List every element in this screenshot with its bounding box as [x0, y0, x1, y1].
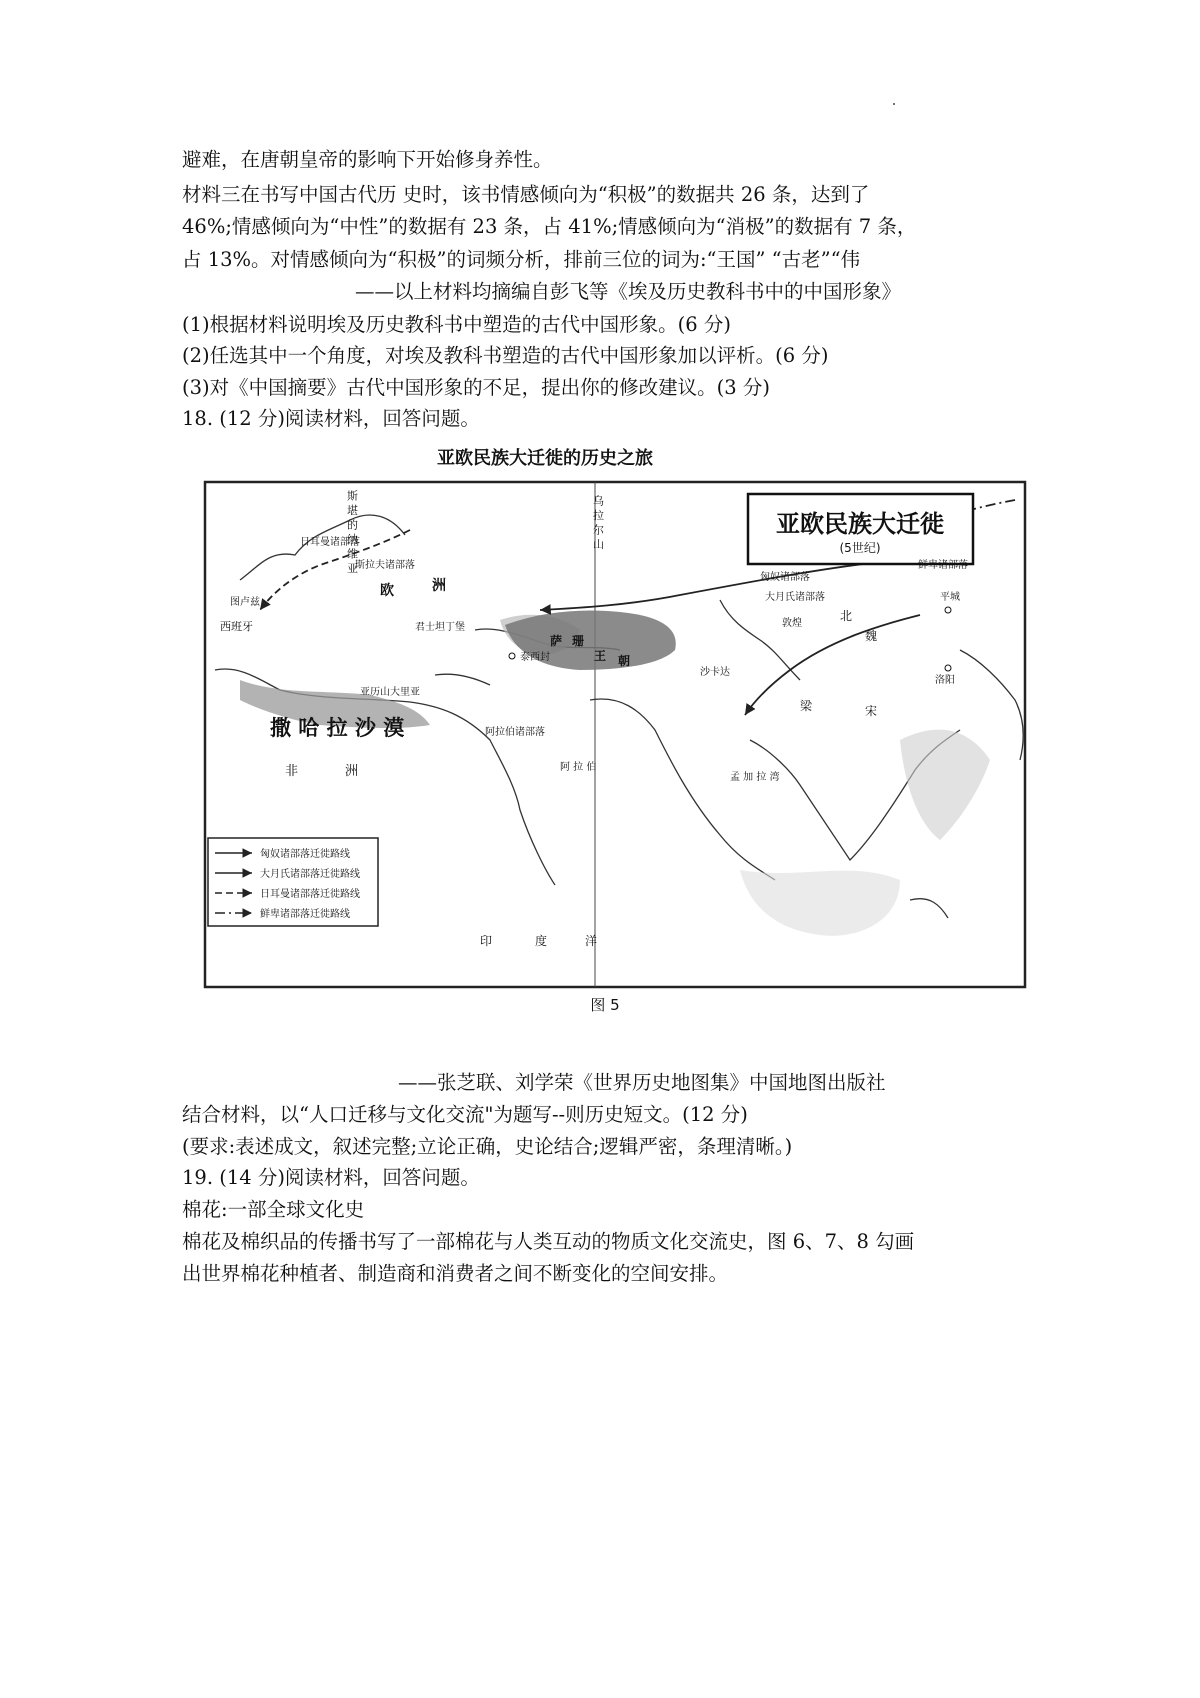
- label-arab: 阿拉伯诸部落: [485, 727, 545, 738]
- label-ocean-3: 洋: [585, 934, 598, 948]
- label-north-1: 北: [840, 609, 853, 623]
- attribution-line: ——以上材料均摘编自彭飞等《埃及历史教科书中的中国形象》: [355, 280, 902, 303]
- requirements-line: (要求:表述成文，叙述完整;立论正确，史论结合;逻辑严密，条理清晰。): [182, 1135, 793, 1158]
- label-luoyang: 洛阳: [935, 675, 955, 686]
- question-19-heading: 19. (14 分)阅读材料，回答问题。: [182, 1166, 480, 1189]
- label-europe-2: 洲: [432, 578, 446, 594]
- label-africa-1: 非: [285, 764, 299, 779]
- map-box-subtitle: (5世纪): [839, 541, 881, 555]
- label-ctesiphon: 泰西封: [520, 652, 550, 663]
- legend-item-germanic: 日耳曼诸部落迁徙路线: [260, 889, 360, 900]
- question-2: (2)任选其中一个角度，对埃及教科书塑造的古代中国形象加以评析。(6 分): [182, 344, 829, 367]
- legend-item-yuezhi: 大月氏诸部落迁徙路线: [260, 869, 360, 880]
- scan-speck: [893, 103, 895, 105]
- label-dunhuang: 敦煌: [782, 618, 802, 629]
- figure-caption: 图 5: [590, 996, 620, 1014]
- cotton-title: 棉花:一部全球文化史: [182, 1198, 365, 1221]
- text-line-4: 占 13%。对情感倾向为“积极”的词频分析，排前三位的词为:“王国” “古老”“伟: [182, 248, 861, 271]
- label-xianbei: 鲜卑诸部落: [918, 560, 968, 571]
- label-north-2: 魏: [865, 629, 878, 643]
- label-pingcheng: 平城: [940, 592, 960, 603]
- migration-map: [200, 440, 1030, 1018]
- label-sassanid-1: 萨: [550, 634, 563, 648]
- legend-item-xianbei: 鲜卑诸部落迁徙路线: [260, 909, 350, 920]
- text-line-1: 避难，在唐朝皇帝的影响下开始修身养性。: [182, 148, 553, 171]
- legend-item-huns: 匈奴诸部落迁徙路线: [260, 849, 350, 860]
- question-1: (1)根据材料说明埃及历史教科书中塑造的古代中国形象。(6 分): [182, 313, 731, 336]
- label-ural: 乌 拉 尔 山: [591, 495, 605, 550]
- label-arabian-sea: 阿 拉 伯: [560, 762, 597, 773]
- label-bay-bengal: 孟 加 拉 湾: [730, 772, 780, 783]
- map-heading: 亚欧民族大迁徙的历史之旅: [437, 448, 653, 469]
- label-kabul: 沙卡达: [700, 667, 730, 678]
- label-europe-1: 欧: [380, 583, 394, 599]
- label-sassanid-2: 珊: [572, 634, 585, 648]
- cotton-line-2: 出世界棉花种植者、制造商和消费者之间不断变化的空间安排。: [182, 1262, 729, 1285]
- label-song: 宋: [865, 704, 878, 718]
- label-spain: 西班牙: [220, 620, 253, 633]
- label-sassanid-4: 朝: [618, 654, 631, 668]
- question-3: (3)对《中国摘要》古代中国形象的不足，提出你的修改建议。(3 分): [182, 376, 770, 399]
- label-germanic: 日耳曼诸部落: [300, 537, 360, 548]
- question-18-heading: 18. (12 分)阅读材料，回答问题。: [182, 407, 480, 430]
- label-ocean-2: 度: [535, 934, 548, 948]
- label-tours: 图卢兹: [230, 597, 260, 608]
- task-line: 结合材料，以“人口迁移与文化交流"为题写--则历史短文。(12 分): [182, 1103, 748, 1126]
- label-alexandria: 亚历山大里亚: [360, 687, 420, 698]
- map-box-title: 亚欧民族大迁徙: [776, 510, 944, 538]
- label-yuezhi: 大月氏诸部落: [765, 592, 825, 603]
- label-sassanid-3: 王: [594, 649, 607, 663]
- label-ocean-1: 印: [480, 934, 493, 948]
- label-slavic: 斯拉夫诸部落: [355, 560, 415, 571]
- text-line-2: 材料三在书写中国古代历 史时，该书情感倾向为“积极”的数据共 26 条，达到了: [182, 183, 870, 206]
- label-huns: 匈奴诸部落: [760, 572, 810, 583]
- label-nordic: 斯 堪 的 纳 维 亚: [345, 490, 359, 574]
- label-sahara: 撒 哈 拉 沙 漠: [270, 716, 405, 740]
- migration-map-figure: [200, 440, 1030, 1018]
- text-line-3: 46%;情感倾向为“中性”的数据有 23 条，占 41%;情感倾向为“消极”的数据有 7 条，: [182, 215, 917, 238]
- map-source-line: ——张芝联、刘学荣《世界历史地图集》中国地图出版社: [398, 1071, 886, 1094]
- label-africa-2: 洲: [345, 764, 359, 779]
- cotton-line-1: 棉花及棉织品的传播书写了一部棉花与人类互动的物质文化交流史，图 6、7、8 勾画: [182, 1230, 915, 1253]
- label-liang: 梁: [800, 699, 813, 713]
- label-constantinople: 君士坦丁堡: [415, 622, 465, 633]
